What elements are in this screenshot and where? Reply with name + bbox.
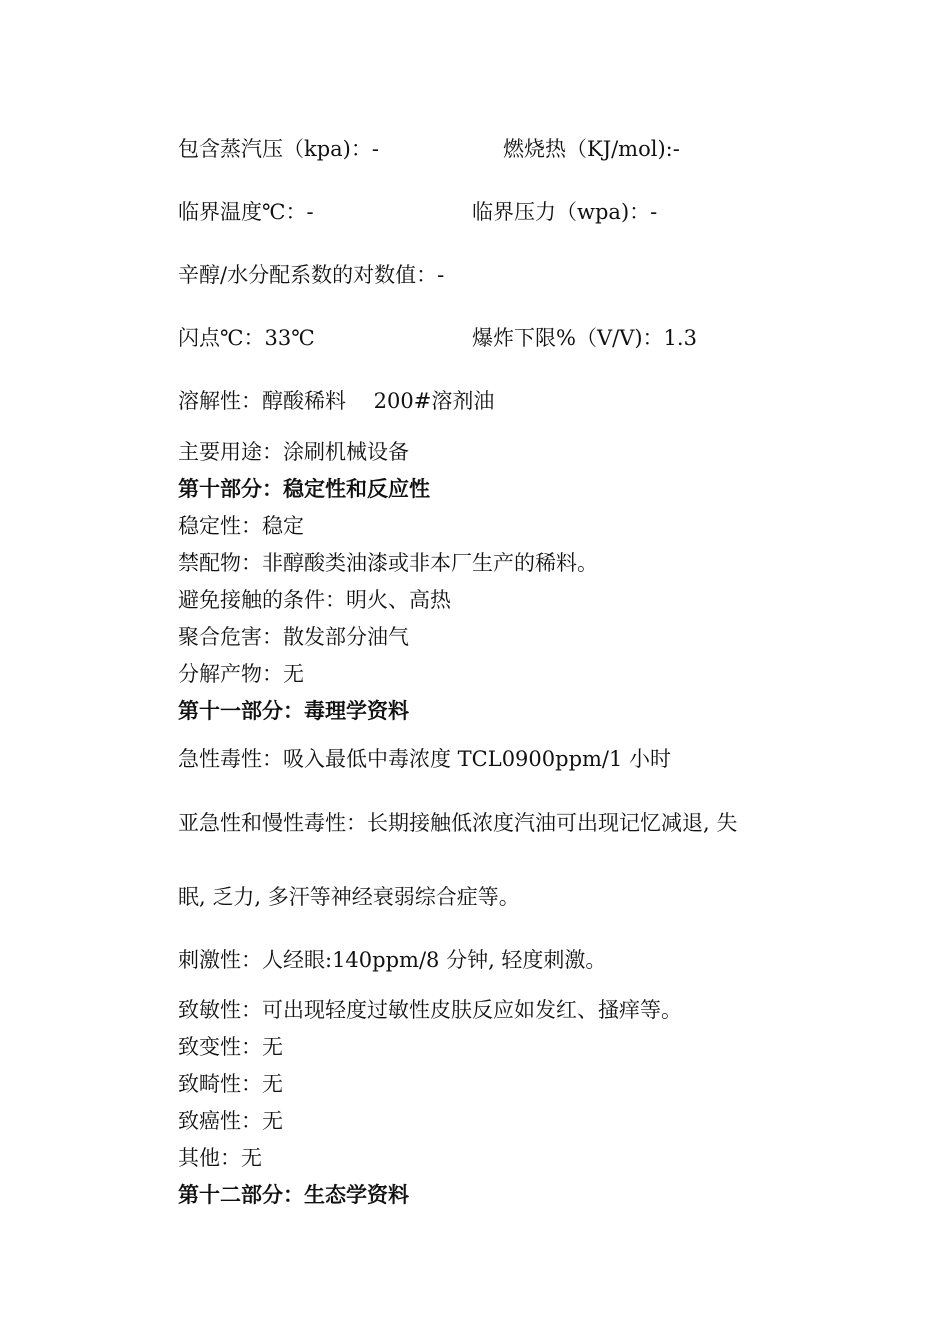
acute-toxicity: 急性毒性：吸入最低中毒浓度 TCL0900ppm/1 小时 — [178, 747, 672, 771]
teratogenicity: 致畸性：无 — [178, 1072, 283, 1096]
avoid-conditions: 避免接触的条件：明火、高热 — [178, 588, 451, 612]
explosion-lower-limit: 爆炸下限%（V/V)：1.3 — [472, 326, 697, 350]
octanol-water-coefficient: 辛醇/水分配系数的对数值：- — [178, 263, 445, 287]
vapor-pressure-row — [178, 135, 379, 163]
section11-title: 第十一部分：毒理学资料 — [178, 699, 409, 723]
polymerization-hazard: 聚合危害：散发部分油气 — [178, 625, 409, 649]
flash-point: 闪点℃：33℃ — [178, 326, 315, 350]
mutagenicity: 致变性：无 — [178, 1035, 283, 1059]
critical-pressure: 临界压力（wpa)：- — [472, 200, 658, 224]
incompatible-materials: 禁配物：非醇酸类油漆或非本厂生产的稀料。 — [178, 551, 598, 575]
chronic-toxicity-line1: 亚急性和慢性毒性：长期接触低浓度汽油可出现记忆减退, 失 — [178, 811, 738, 835]
decomposition-products: 分解产物：无 — [178, 662, 304, 686]
chronic-toxicity-line2: 眠, 乏力, 多汗等神经衰弱综合症等。 — [178, 885, 520, 909]
main-use: 主要用途：涂刷机械设备 — [178, 440, 409, 464]
solubility: 溶解性：醇酸稀料 200#溶剂油 — [178, 389, 495, 413]
stability: 稳定性：稳定 — [178, 514, 304, 538]
other-effects: 其他：无 — [178, 1146, 262, 1170]
carcinogenicity: 致癌性：无 — [178, 1109, 283, 1133]
section10-title: 第十部分：稳定性和反应性 — [178, 477, 430, 501]
combustion-heat: 燃烧热（KJ/mol):- — [503, 137, 680, 161]
section12-title: 第十二部分：生态学资料 — [178, 1183, 409, 1207]
critical-temp: 临界温度℃：- — [178, 200, 314, 224]
vapor-pressure: 包含蒸汽压（kpa)：- — [178, 137, 379, 161]
sensitization: 致敏性：可出现轻度过敏性皮肤反应如发红、搔痒等。 — [178, 998, 682, 1022]
irritation: 刺激性：人经眼:140ppm/8 分钟, 轻度刺激。 — [178, 948, 607, 972]
